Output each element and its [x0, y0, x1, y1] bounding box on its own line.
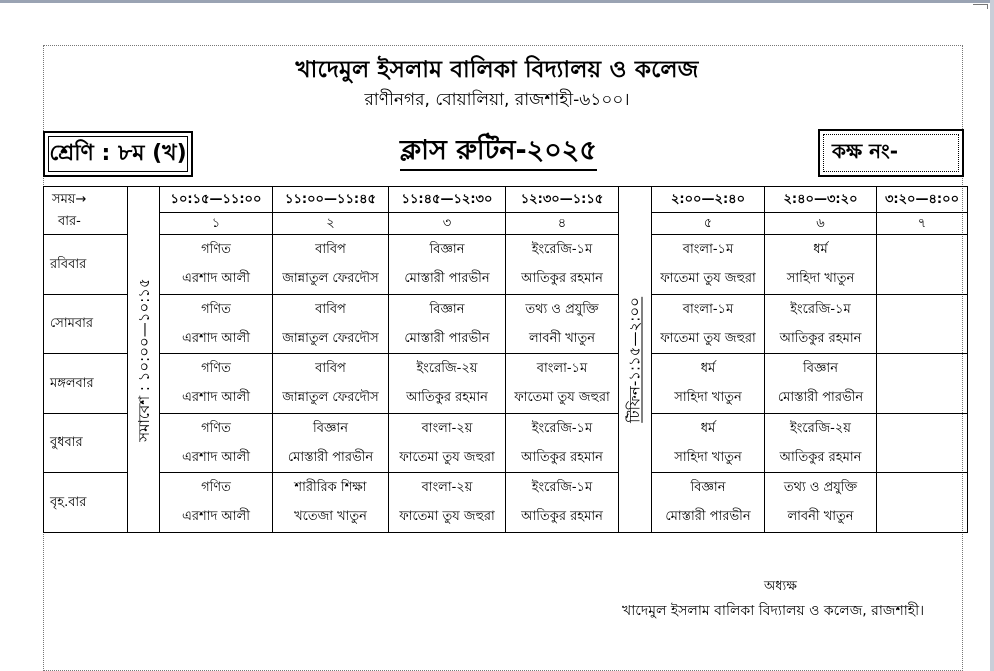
slot-content	[652, 236, 764, 294]
slot-content	[765, 414, 876, 472]
day-row	[44, 413, 968, 473]
teacher-name: মোস্তারী পারভীন	[404, 271, 490, 287]
class-slot	[273, 413, 389, 473]
period-time: ১১:৪৫—১২:৩০	[389, 187, 506, 213]
page-corner-mark	[973, 4, 988, 9]
period-time: ৩:২০—৪:০০	[877, 187, 968, 213]
period-time: ২:৪০—৩:২০	[765, 187, 877, 213]
break-column	[619, 187, 652, 533]
class-slot	[506, 354, 619, 414]
slot-content	[652, 295, 764, 353]
teacher-name: জান্নাতুল ফেরদৌস	[282, 271, 379, 287]
class-slot	[877, 354, 968, 414]
subject-name: ইংরেজি-১ম	[531, 480, 593, 496]
subject-name: ধর্ম	[700, 420, 716, 436]
teacher-name: মোস্তারী পারভীন	[287, 449, 374, 465]
subject-name: বাংলা-২য়	[421, 480, 473, 496]
teacher-name: ফাতেমা তুয জহুরা	[660, 330, 756, 346]
subject-name: গণিত	[201, 301, 231, 317]
slot-content	[389, 236, 505, 294]
slot-content	[877, 474, 967, 532]
slot-content	[273, 236, 388, 294]
teacher-name: এরশাদ আলী	[181, 330, 251, 346]
subject-name: শারীরিক শিক্ষা	[294, 480, 367, 496]
school-address: রাণীনগর, বোয়ালিয়া, রাজশাহী-৬১০০।	[364, 90, 630, 110]
teacher-name: জান্নাতুল ফেরদৌস	[282, 330, 379, 346]
teacher-name: লাবনী খাতুন	[528, 330, 596, 346]
break-wrap	[619, 187, 651, 532]
class-slot	[877, 473, 968, 533]
teacher-name: সাহিদা খাতুন	[786, 271, 855, 287]
teacher-name: জান্নাতুল ফেরদৌস	[282, 390, 379, 406]
principal-title: অধ্যক্ষ	[764, 579, 797, 594]
day-row	[44, 354, 968, 414]
slot-content	[273, 295, 388, 353]
slot-content	[765, 295, 876, 353]
slot-content	[506, 236, 618, 294]
subject-name: গণিত	[201, 361, 231, 377]
class-slot	[160, 235, 273, 295]
subject-name: গণিত	[201, 480, 231, 496]
teacher-name: মোস্তারী পারভীন	[665, 509, 751, 525]
class-slot	[389, 354, 506, 414]
assembly-wrap	[128, 187, 159, 532]
class-slot	[389, 413, 506, 473]
slot-content	[160, 236, 272, 294]
subject-name: ইংরেজি-১ম	[790, 301, 851, 317]
school-name: খাদেমুল ইসলাম বালিকা বিদ্যালয় ও কলেজ	[295, 57, 699, 83]
teacher-name: এরশাদ আলী	[181, 271, 251, 287]
subject-name: বাংলা-২য়	[421, 420, 473, 436]
class-box	[43, 131, 193, 177]
slot-content	[160, 414, 272, 472]
corner-day-label: বার-	[58, 213, 81, 229]
subject-name: তথ্য ও প্রযুক্তি	[525, 301, 599, 317]
subject-name: তথ্য ও প্রযুক্তি	[783, 480, 858, 496]
period-number: ৩	[389, 213, 506, 235]
slot-content	[877, 295, 967, 353]
class-slot	[877, 235, 968, 295]
subject-name: বিজ্ঞান	[803, 361, 838, 377]
subject-name: বিজ্ঞান	[313, 420, 348, 436]
day-row	[44, 235, 968, 295]
day-name: মঙ্গলবার	[44, 354, 128, 414]
slot-content	[273, 474, 388, 532]
period-time: ১০:১৫—১১:০০	[160, 187, 273, 213]
subject-name: বাংলা-১ম	[682, 301, 734, 317]
routine-title: ক্লাস রুটিন-২০২৫	[400, 133, 597, 171]
teacher-name: আতিকুর রহমান	[406, 390, 488, 406]
subject-name: বিজ্ঞান	[690, 480, 726, 496]
teacher-name: আতিকুর রহমান	[521, 271, 603, 287]
teacher-name: এরশাদ আলী	[181, 390, 251, 406]
class-slot	[765, 413, 877, 473]
teacher-name: আতিকুর রহমান	[521, 449, 603, 465]
principal-institute: খাদেমুল ইসলাম বালিকা বিদ্যালয় ও কলেজ, রাজশাহী।	[622, 603, 925, 619]
teacher-name: ফাতেমা তুয জহুরা	[514, 390, 610, 406]
slot-content	[506, 355, 618, 413]
slot-content	[389, 295, 505, 353]
subject-name: ধর্ম	[700, 361, 716, 377]
class-slot	[877, 413, 968, 473]
teacher-name: মোস্তারী পারভীন	[777, 390, 864, 406]
class-slot	[765, 294, 877, 354]
subject-name: বাবিপ	[315, 361, 346, 377]
teacher-name: এরশাদ আলী	[181, 449, 251, 465]
subject-name: ইংরেজি-২য়	[790, 420, 851, 436]
period-number: ১	[160, 213, 273, 235]
period-time: ১২:৩০—১:১৫	[506, 187, 619, 213]
day-name: বুধবার	[44, 413, 128, 473]
slot-content	[765, 474, 876, 532]
period-number: ৪	[506, 213, 619, 235]
period-number: ৬	[765, 213, 877, 235]
subject-name: ধর্ম	[813, 242, 828, 258]
slot-content	[506, 295, 618, 353]
corner-cell	[44, 187, 128, 235]
slot-content	[765, 236, 876, 294]
teacher-name: সাহিদা খাতুন	[674, 390, 742, 406]
class-slot	[506, 235, 619, 295]
slot-content	[160, 355, 272, 413]
teacher-name: সাহিদা খাতুন	[674, 449, 742, 465]
subject-name: বাবিপ	[315, 242, 346, 258]
slot-content	[765, 355, 876, 413]
subject-name: ইংরেজি-১ম	[531, 242, 593, 258]
class-slot	[765, 473, 877, 533]
class-slot	[652, 473, 765, 533]
class-slot	[765, 235, 877, 295]
subject-name: গণিত	[201, 242, 231, 258]
class-slot	[652, 235, 765, 295]
slot-content	[273, 355, 388, 413]
class-slot	[160, 413, 273, 473]
slot-content	[652, 474, 764, 532]
day-name: বৃহ.বার	[44, 473, 128, 533]
teacher-name: ফাতেমা তুয জহুরা	[399, 449, 495, 465]
slot-content	[877, 414, 967, 472]
teacher-name: ফাতেমা তুয জহুরা	[399, 509, 495, 525]
subject-name: গণিত	[201, 420, 231, 436]
header-row-numbers	[44, 213, 968, 235]
class-slot	[273, 235, 389, 295]
teacher-name: ফাতেমা তুয জহুরা	[660, 271, 756, 287]
class-slot	[652, 413, 765, 473]
teacher-name: মোস্তারী পারভীন	[404, 330, 490, 346]
class-slot	[652, 354, 765, 414]
period-time: ১১:০০—১১:৪৫	[273, 187, 389, 213]
class-slot	[389, 473, 506, 533]
day-name: সোমবার	[44, 294, 128, 354]
slot-content	[160, 474, 272, 532]
class-slot	[506, 413, 619, 473]
subject-name: বিজ্ঞান	[429, 242, 465, 258]
teacher-name: আতিকুর রহমান	[779, 449, 862, 465]
teacher-name: আতিকুর রহমান	[521, 509, 603, 525]
assembly-label: সমাবেশ : ১০:০০—১০:১৫	[134, 277, 153, 442]
routine-table	[43, 186, 968, 533]
slot-content	[652, 414, 764, 472]
slot-content	[877, 236, 967, 294]
period-number: ৭	[877, 213, 968, 235]
break-label: টিফিন-১:১৫—২:০০	[625, 296, 644, 423]
class-slot	[877, 294, 968, 354]
period-number: ৫	[652, 213, 765, 235]
teacher-name: এরশাদ আলী	[181, 509, 251, 525]
slot-content	[273, 414, 388, 472]
slot-content	[389, 355, 505, 413]
class-slot	[652, 294, 765, 354]
teacher-name: লাবনী খাতুন	[787, 509, 854, 525]
day-name: রবিবার	[44, 235, 128, 295]
teacher-name: আতিকুর রহমান	[779, 330, 862, 346]
slot-content	[652, 355, 764, 413]
class-slot	[273, 354, 389, 414]
corner-time-label: সময়→	[52, 191, 87, 207]
subject-name: ইংরেজি-২য়	[416, 361, 478, 377]
subject-name: বাংলা-১ম	[536, 361, 588, 377]
class-slot	[273, 473, 389, 533]
class-slot	[389, 235, 506, 295]
slot-content	[506, 474, 618, 532]
class-slot	[506, 473, 619, 533]
assembly-column	[128, 187, 160, 533]
class-slot	[273, 294, 389, 354]
class-slot	[160, 354, 273, 414]
class-label: শ্রেণি : ৮ম (খ)	[48, 136, 188, 172]
subject-name: বিজ্ঞান	[429, 301, 465, 317]
room-box	[818, 129, 964, 177]
teacher-name: খতেজা খাতুন	[294, 509, 367, 525]
period-time: ২:০০—২:৪০	[652, 187, 765, 213]
class-slot	[160, 294, 273, 354]
header-row-times	[44, 187, 968, 213]
subject-name: বাংলা-১ম	[682, 242, 734, 258]
day-row	[44, 473, 968, 533]
day-row	[44, 294, 968, 354]
slot-content	[506, 414, 618, 472]
slot-content	[877, 355, 967, 413]
subject-name: ইংরেজি-১ম	[531, 420, 593, 436]
class-slot	[389, 294, 506, 354]
class-slot	[160, 473, 273, 533]
slot-content	[389, 414, 505, 472]
room-label: কক্ষ নং-	[823, 134, 959, 172]
subject-name: বাবিপ	[315, 301, 346, 317]
period-number: ২	[273, 213, 389, 235]
slot-content	[389, 474, 505, 532]
slot-content	[160, 295, 272, 353]
class-slot	[506, 294, 619, 354]
class-slot	[765, 354, 877, 414]
